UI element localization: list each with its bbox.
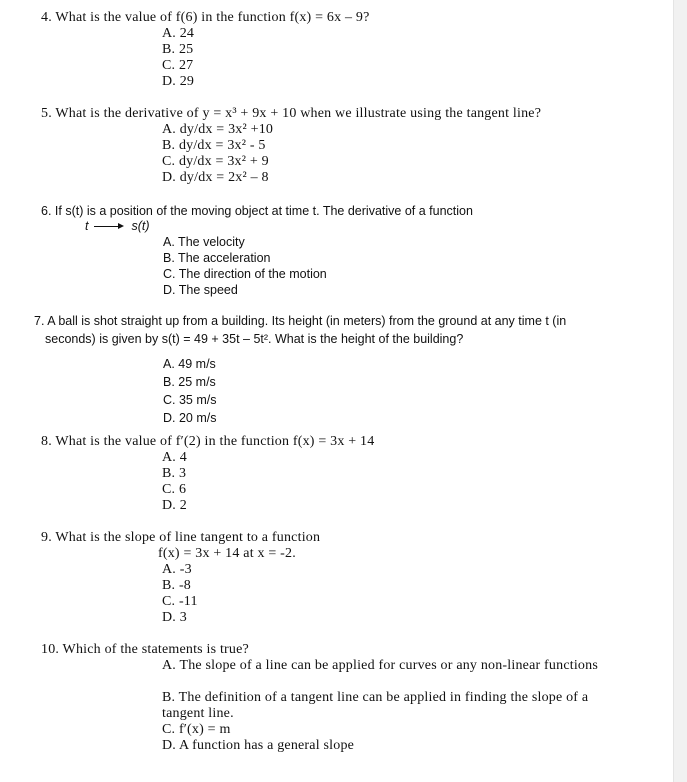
vertical-scrollbar[interactable] (673, 0, 687, 782)
question-8-choice-d: D. 2 (162, 498, 187, 513)
question-8-choice-a: A. 4 (162, 450, 187, 465)
question-9-choice-b: B. -8 (162, 578, 191, 593)
question-7-choice-a: A. 49 m/s (163, 357, 216, 371)
question-4-choice-d: D. 29 (162, 74, 195, 89)
right-arrow-icon (94, 226, 122, 227)
question-7-stem-line2: seconds) is given by s(t) = 49 + 35t – 5t². What is the height of the building? (45, 332, 464, 346)
question-6-stem: 6. If s(t) is a position of the moving object at time t. The derivative of a function (41, 204, 473, 218)
question-7-stem-line1: 7. A ball is shot straight up from a building. Its height (in meters) from the ground at any time t (in (34, 314, 567, 328)
question-9-choice-d: D. 3 (162, 610, 187, 625)
question-4-choice-c: C. 27 (162, 58, 194, 73)
question-8-stem: 8. What is the value of f′(2) in the function f(x) = 3x + 14 (41, 434, 375, 449)
question-4-stem: 4. What is the value of f(6) in the function f(x) = 6x – 9? (41, 10, 370, 25)
question-6-choice-a: A. The velocity (163, 235, 245, 249)
question-8-choice-c: C. 6 (162, 482, 187, 497)
question-10-choice-a: A. The slope of a line can be applied for curves or any non-linear functions (162, 658, 598, 673)
question-10-choice-b: B. The definition of a tangent line can be applied in finding the slope of a tangent line. (162, 690, 589, 721)
question-6-choice-d: D. The speed (163, 283, 238, 297)
question-4-choice-b: B. 25 (162, 42, 194, 57)
question-10-stem: 10. Which of the statements is true? (41, 642, 249, 657)
question-6-choice-b: B. The acceleration (163, 251, 271, 265)
question-9-choice-c: C. -11 (162, 594, 198, 609)
question-5-stem: 5. What is the derivative of y = x³ + 9x + 10 when we illustrate using the tangent line? (41, 106, 542, 121)
question-9-stem-line2: f(x) = 3x + 14 at x = -2. (158, 546, 296, 561)
mapping-to: s(t) (131, 219, 150, 233)
question-5-choice-c: C. dy/dx = 3x² + 9 (162, 154, 269, 169)
question-5-choice-b: B. dy/dx = 3x² - 5 (162, 138, 266, 153)
question-10-choice-c: C. f′(x) = m (162, 722, 231, 737)
question-9-choice-a: A. -3 (162, 562, 192, 577)
question-4-choice-a: A. 24 (162, 26, 195, 41)
question-9-stem: 9. What is the slope of line tangent to a function (41, 530, 321, 545)
question-6-mapping (85, 218, 150, 234)
question-7-choice-b: B. 25 m/s (163, 375, 216, 389)
question-5-choice-a: A. dy/dx = 3x² +10 (162, 122, 274, 137)
question-7-choice-c: C. 35 m/s (163, 393, 217, 407)
question-6-choice-c: C. The direction of the motion (163, 267, 327, 281)
mapping-from: t (85, 219, 89, 233)
question-7-choice-d: D. 20 m/s (163, 411, 217, 425)
question-8-choice-b: B. 3 (162, 466, 187, 481)
question-5-choice-d: D. dy/dx = 2x² – 8 (162, 170, 269, 185)
question-10-choice-d: D. A function has a general slope (162, 738, 355, 753)
